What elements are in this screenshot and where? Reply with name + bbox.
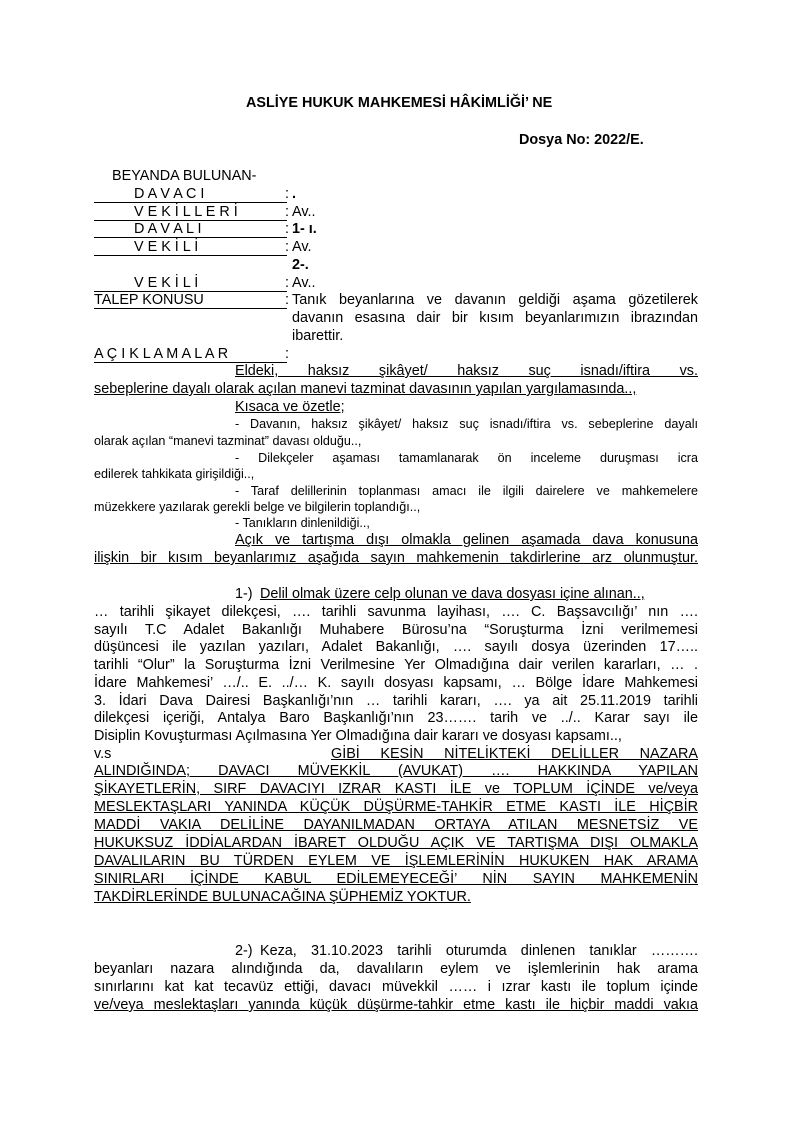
bullet-line: olarak açılan “manevi tazminat” davası olduğu.., [94,434,362,448]
section-1-line: tarihli “Olur” la Soruşturma İzni Verilmesine Yer Olmadığına dair verilen kararları, … . [94,657,698,673]
section-1-emphasis: MESLEKTAŞLARI YANINDA KÜÇÜK DÜŞÜRME-TAHKİR ETME KASTI İLE HİÇBİR [94,799,698,815]
section-1-emphasis: TAKDİRLERİNDE BULUNACAĞINA ŞÜPHEMİZ YOKTUR. [94,889,471,905]
defendant-attorney-label: V E K İ L İ [134,239,199,255]
section-2-number: 2-) [235,943,253,959]
defendant-attorney-underline [94,255,287,256]
section-1-line: … tarihli şikayet dilekçesi, …. tarihli savunma layihası, …. C. Başsavcılığı’ nın …. [94,604,698,620]
section-1-emphasis: SINIRLARI İÇİNDE KABUL EDİLEMEYECEĞİ’ NİN SAYIN MAHKEMENİN [94,871,698,887]
request-line: ibarettir. [292,328,344,344]
section-1-emphasis: MADDİ VAKIA DELİLİNE DAYANILMADAN ORTAYA ATILAN MESNETSİZ VE [94,817,698,833]
section-2-line: Keza, 31.10.2023 tarihli oturumda dinlenen tanıklar ………. [260,943,698,959]
defendant-underline [94,237,287,238]
section-1-emphasis: ŞİKAYETLERİN, SIRF DAVACIYI IZRAR KASTI İLE ve TOPLUM İÇİNDE ve/veya [94,781,698,797]
bullet-line: - Taraf delillerinin toplanması amacı ile ilgili dairelere ve mahkemelere [235,484,698,498]
defendant-label: D A V A L I [134,221,202,237]
section-1-vs: v.s [94,746,112,762]
section-1-emphasis: GİBİ KESİN NİTELİKTEKİ DELİLLER NAZARA [331,746,698,762]
request-line: davanın esasına dair bir kısım beyanlarımızın ibrazından [292,310,698,326]
section-1-line: İdare Mahkemesi’ …/.. E. ../… K. sayılı dosyası kapsamı, … Bölge İdare Mahkemesi [94,675,698,691]
defendant-2-value: 2-. [292,257,309,273]
file-number: Dosya No: 2022/E. [519,132,644,148]
section-1-line: sayılı T.C Adalet Bakanlığı Muhabere Bürosu’na “Soruşturma İzni verilmemesi [94,622,698,638]
request-line: Tanık beyanlarına ve davanın geldiği aşama gözetilerek [292,292,698,308]
section-2-line: ve/veya meslektaşları yanında küçük düşürme-tahkir etme kastı ile hiçbir maddi vakıa [94,997,698,1013]
defendant-2-attorney-value: Av.. [292,275,316,291]
court-title: ASLİYE HUKUK MAHKEMESİ HÂKİMLİĞİ’ NE [246,95,553,111]
plaintiff-underline [94,202,287,203]
plaintiff-label: D A V A C I [134,186,205,202]
bullet-line: - Tanıkların dinlenildiği.., [235,516,370,530]
section-2-line: beyanları nazara alındığında da, davalıların eylem ve işlemlerinin hak arama [94,961,698,977]
section-1-line: Disiplin Kovuşturması Açılmasına Yer Olmadığına dair kararı ve dosyası kapsamı.., [94,728,622,744]
defendant-2-attorney-colon: : [285,275,289,291]
bullet-line: - Davanın, haksız şikâyet/ haksız suç isnadı/iftira vs. sebeplerine dayalı [235,417,698,431]
section-1-emphasis: ALINDIĞINDA; DAVACI MÜVEKKİL (AVUKAT) …. HAKKINDA YAPILAN [94,763,698,779]
defendant-attorney-value: Av. [292,239,312,255]
intro-line: Eldeki, haksız şikâyet/ haksız suç isnadı/iftira vs. [235,363,698,379]
section-2-line: sınırlarını kat kat tecavüz ettiği, davacı müvekkil …… i ızrar kastı ile toplum içinde [94,979,698,995]
section-1-line: dilekçesi içeriği, Antalya Baro Başkanlığı’nın 23……. tarih ve ../.. Karar sayı ile [94,710,698,726]
bullet-line: edilerek tahkikata girişildiği.., [94,467,255,481]
request-colon: : [285,292,289,308]
bullet-line: müzekkere yazılarak gerekli belge ve bilgilerin toplandığı.., [94,500,421,514]
defendant-colon: : [285,221,289,237]
bullet-line: - Dilekçeler aşaması tamamlanarak ön inceleme duruşması icra [235,451,698,465]
intro-line: sebeplerine dayalı olarak açılan manevi tazminat davasının yapılan yargılamasında.., [94,381,637,397]
section-1-line: Delil olmak üzere celp olunan ve dava dosyası içine alınan.., [260,586,645,602]
plaintiff-value: . [292,186,296,202]
summary-title: Kısaca ve özetle; [235,399,345,415]
plaintiff-attorneys-value: Av.. [292,204,316,220]
plaintiff-colon: : [285,186,289,202]
parties-heading: BEYANDA BULUNAN- [112,168,257,184]
explanations-label: A Ç I K L A M A L A R [94,346,229,362]
section-1-emphasis: DAVALILARIN BU TÜRDEN EYLEM VE İŞLEMLERİNİN HUKUKEN HAK ARAMA [94,853,698,869]
defendant-1-value: 1- ı. [292,221,317,237]
section-1-line: düşüncesi ile yazılan yazıları, Adalet Bakanlığı, …. sayılı dosya üzerinden 17….. [94,639,698,655]
defendant-2-attorney-label: V E K İ L İ [134,275,199,291]
section-1-number: 1-) [235,586,253,602]
explanations-colon: : [285,346,289,362]
conclusion-line: ilişkin bir kısım beyanlarımız aşağıda sayın mahkemenin takdirlerine arz olunmuştur. [94,550,698,566]
request-label: TALEP KONUSU [94,292,204,308]
plaintiff-attorneys-colon: : [285,204,289,220]
defendant-attorney-colon: : [285,239,289,255]
plaintiff-attorneys-label: V E K İ L L E R İ [134,204,238,220]
request-underline [94,308,287,309]
section-1-line: 3. İdari Dava Dairesi Başkanlığı’nın … tarihli kararı, …. ya ait 25.11.2019 tarihli [94,693,698,709]
section-1-emphasis: HUKUKSUZ İDDİALARDAN İBARET OLDUĞU AÇIK VE TARTIŞMA DIŞI OLMAKLA [94,835,698,851]
conclusion-line: Açık ve tartışma dışı olmakla gelinen aşamada dava konusuna [235,532,698,548]
